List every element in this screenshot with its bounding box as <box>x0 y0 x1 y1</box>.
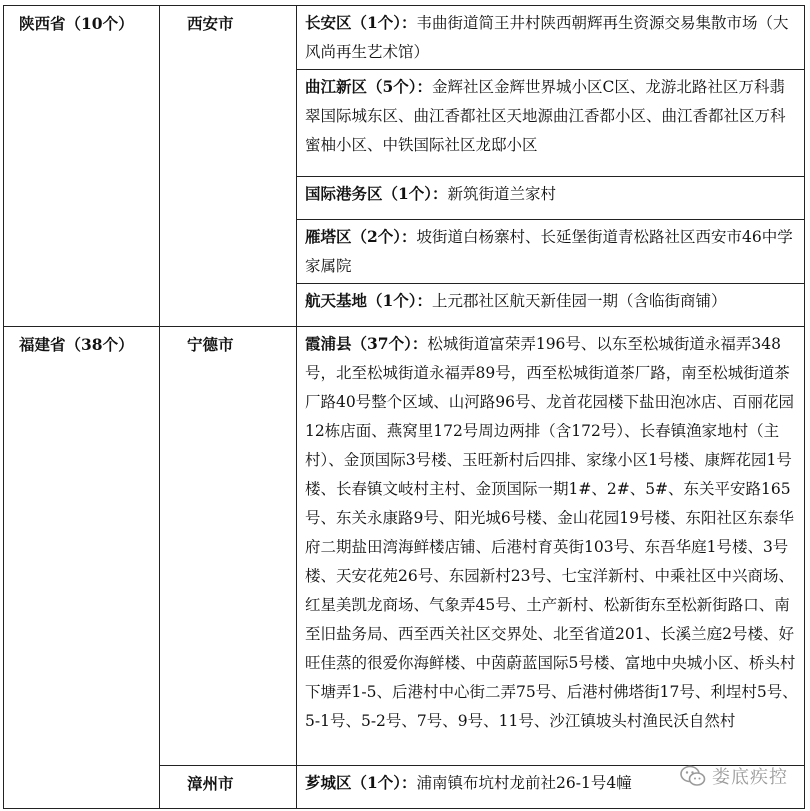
watermark-text: 娄底疾控 <box>712 767 788 788</box>
district-items: 新筑街道兰家村 <box>447 185 557 203</box>
district-items: 韦曲街道简王井村陕西朝辉再生资源交易集散市场（大风尚再生艺术馆） <box>305 14 789 61</box>
district-name: 曲江新区（5个）： <box>305 77 433 96</box>
district-cell <box>297 327 805 766</box>
province-cell: 陕西省（10个） <box>4 6 160 327</box>
district-name: 国际港务区（1个）： <box>305 184 448 203</box>
table-row <box>4 327 805 766</box>
district-items: 浦南镇布坑村龙前社26-1号4幢 <box>416 774 632 792</box>
district-name: 霞浦县（37个）： <box>305 334 428 353</box>
district-cell <box>297 6 805 70</box>
city-cell: 西安市 <box>160 6 297 327</box>
watermark <box>680 763 788 789</box>
district-items: 松城街道富荣弄196号、以东至松城街道永福弄348号，北至松城街道永福弄89号，西至松城街道茶厂路，南至松城街道茶厂路40号整个区域、山河路96号、龙首花园楼下盐田泡冰店、百丽花园12栋店面、燕窝里172号周边两排（含172号）、长春镇渔家地村（主村）、金顶国际3号楼、玉旺新村后四排、家缘小区1号楼、康辉花园1号楼、长春镇文岐村主村、金顶国际一期1#、2#、5#、东关平安路165号、东关永康路9号、阳光城6号楼、金山花园19号楼、东阳社区东泰华府二期盐田湾海鲜楼店铺、后港村育英街103号、东吾华庭1号楼、3号楼、天安花苑26号、东园新村23号、七宝洋新村、中乘社区中兴商场、红星美凯龙商场、气象弄45号、土产新村、松新街东至松新街路口、南至旧盐务局、西至西关社区交界处、北至省道201、长溪兰庭2号楼、好旺佳蒸的很爱你海鲜楼、中茵蔚蓝国际5号楼、富地中央城小区、桥头村下塘弄1-5、后港村中心街二弄75号、后港村佛塔街17号、利埕村5号、5-1号、5-2号、7号、9号、11号、沙江镇坡头村渔民沃自然村 <box>305 335 798 730</box>
district-name: 雁塔区（2个）： <box>305 227 417 246</box>
district-cell <box>297 70 805 177</box>
district-name: 芗城区（1个）： <box>305 773 417 792</box>
district-name: 长安区（1个）： <box>305 13 417 32</box>
district-items: 金辉社区金辉世界城小区C区、龙游北路社区万科翡翠国际城东区、曲江香都社区天地源曲江香都小区、曲江香都社区万科蜜柚小区、中铁国际社区龙邸小区 <box>305 78 786 154</box>
district-items: 坡街道白杨寨村、长延堡街道青松路社区西安市46中学家属院 <box>305 228 793 275</box>
district-cell <box>297 220 805 284</box>
city-cell: 漳州市 <box>160 766 297 809</box>
district-cell <box>297 284 805 327</box>
table-row <box>4 6 805 70</box>
district-cell <box>297 177 805 220</box>
city-cell: 宁德市 <box>160 327 297 766</box>
wechat-icon <box>680 765 706 787</box>
district-name: 航天基地（1个）： <box>305 291 433 310</box>
province-cell: 福建省（38个） <box>4 327 160 809</box>
district-items: 上元郡社区航天新佳园一期（含临街商铺） <box>432 292 727 310</box>
outbreak-areas-table <box>3 5 805 809</box>
